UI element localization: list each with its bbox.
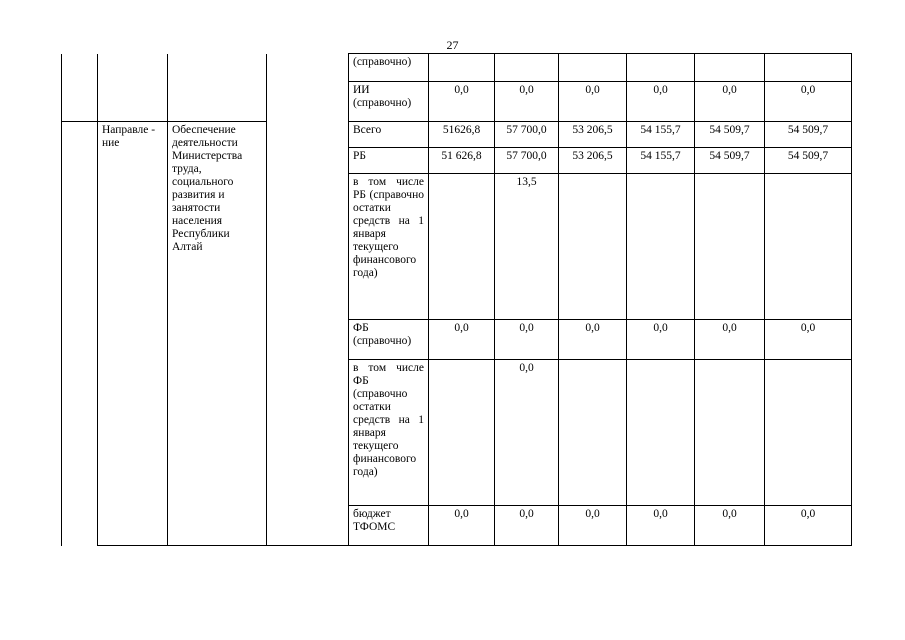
page-number: 27 [446,38,459,52]
value-cell: 0,0 [495,360,559,506]
value-cell: 0,0 [627,506,695,546]
value-cell [765,360,852,506]
empty-cell [168,54,267,122]
value-cell: 54 509,7 [695,148,765,174]
row-label: в том числе РБ (справочно остатки средств на 1 января текущего финансового года) [349,174,429,320]
value-cell: 54 509,7 [765,148,852,174]
value-cell [559,360,627,506]
value-cell: 54 509,7 [765,122,852,148]
value-cell: 0,0 [429,82,495,122]
value-cell: 0,0 [695,82,765,122]
value-cell: 0,0 [559,320,627,360]
row-label: РБ [349,148,429,174]
empty-cell [98,54,168,122]
value-cell [765,174,852,320]
value-cell: 0,0 [495,506,559,546]
value-cell: 57 700,0 [495,122,559,148]
row-label: Всего [349,122,429,148]
value-cell: 0,0 [627,82,695,122]
value-cell: 51626,8 [429,122,495,148]
empty-column-cell [267,54,349,546]
value-cell [429,360,495,506]
value-cell: 0,0 [695,506,765,546]
value-cell: 0,0 [765,82,852,122]
value-cell: 0,0 [429,320,495,360]
value-cell: 0,0 [765,506,852,546]
value-cell [695,360,765,506]
value-cell: 54 155,7 [627,148,695,174]
value-cell: 53 206,5 [559,122,627,148]
row-label: (справочно) [349,54,429,82]
row-label: бюджет ТФОМС [349,506,429,546]
value-cell: 53 206,5 [559,148,627,174]
value-cell [695,54,765,82]
value-cell: 0,0 [429,506,495,546]
value-cell: 51 626,8 [429,148,495,174]
table-row [62,122,852,148]
margin-cell [62,122,98,546]
value-cell: 0,0 [495,82,559,122]
direction-name: Обеспечение деятельности Министерства труда, социального развития и занятости населения Республики Алтай [168,122,267,546]
margin-cell [62,54,98,122]
value-cell: 13,5 [495,174,559,320]
table-row [62,54,852,82]
value-cell [495,54,559,82]
budget-table [61,53,852,546]
value-cell [627,360,695,506]
value-cell: 0,0 [695,320,765,360]
row-label: ИИ (справочно) [349,82,429,122]
value-cell: 54 509,7 [695,122,765,148]
value-cell: 0,0 [559,82,627,122]
value-cell [429,174,495,320]
value-cell [627,174,695,320]
value-cell [695,174,765,320]
row-label: ФБ (справочно) [349,320,429,360]
value-cell [765,54,852,82]
row-label: в том числе ФБ (справочно остатки средств на 1 января текущего финансового года) [349,360,429,506]
value-cell: 54 155,7 [627,122,695,148]
value-cell: 57 700,0 [495,148,559,174]
value-cell: 0,0 [559,506,627,546]
value-cell: 0,0 [765,320,852,360]
value-cell [627,54,695,82]
value-cell [559,54,627,82]
direction-label: Направле - ние [98,122,168,546]
value-cell: 0,0 [627,320,695,360]
value-cell [429,54,495,82]
value-cell [559,174,627,320]
value-cell: 0,0 [495,320,559,360]
